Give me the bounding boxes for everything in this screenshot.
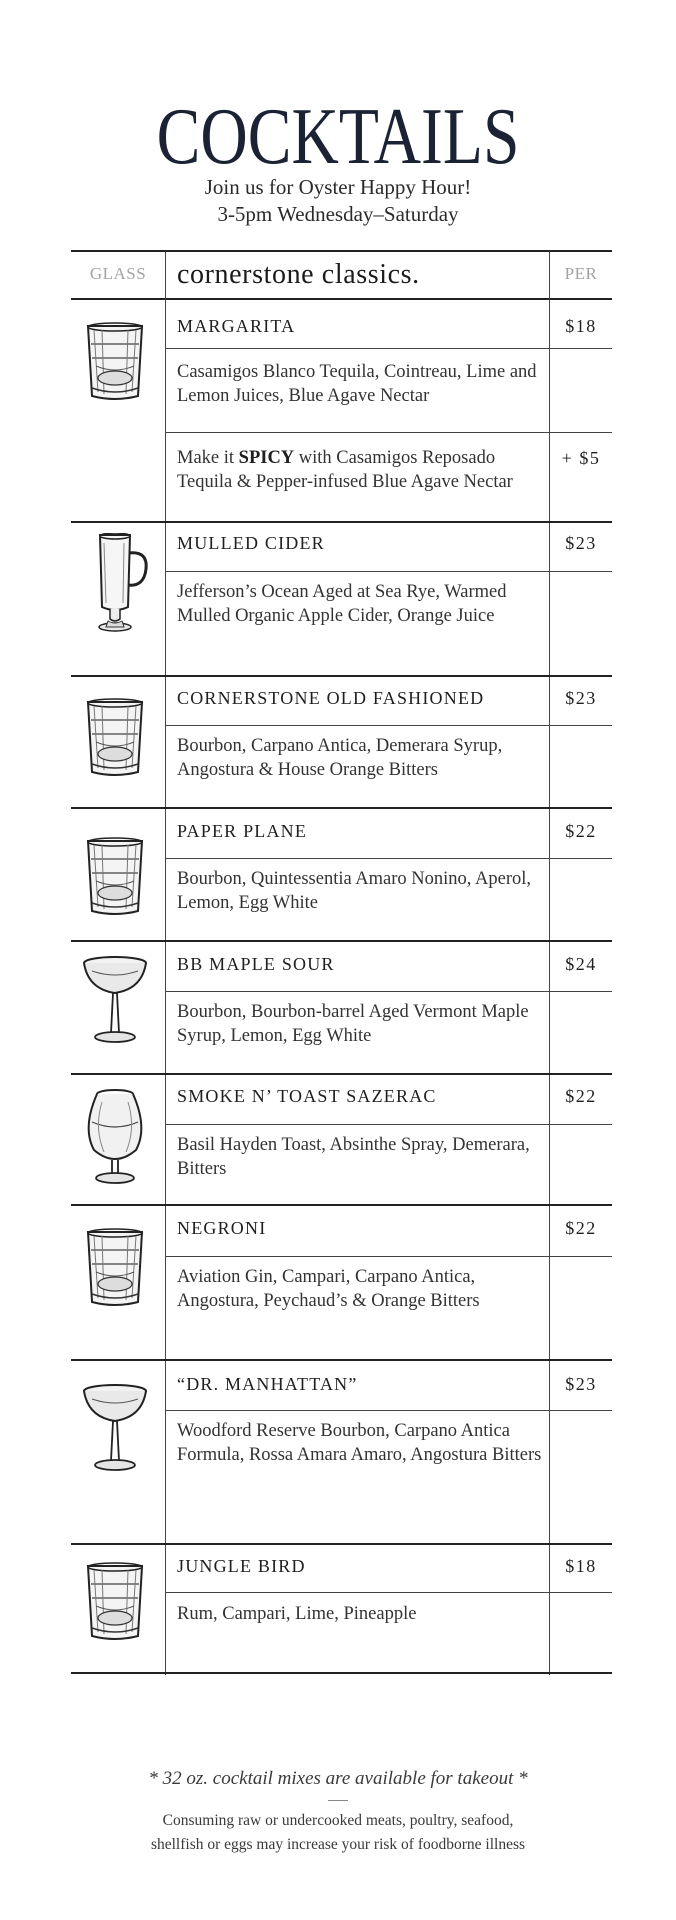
spicy-upgrade-price: + $5	[561, 448, 601, 468]
price-column-header: PER	[564, 264, 598, 283]
item-price: $18	[565, 1556, 597, 1576]
item-description: Woodford Reserve Bourbon, Carpano Antica Formula, Rossa Amara Amaro, Angostura Bitters	[177, 1421, 542, 1465]
section-title: cornerstone classics.	[177, 259, 420, 290]
item-price: $22	[565, 1218, 597, 1238]
item-price: $18	[565, 316, 597, 336]
item-name: BB MAPLE SOUR	[177, 954, 335, 974]
item-description: Bourbon, Bourbon-barrel Aged Vermont Maple Syrup, Lemon, Egg White	[177, 1002, 529, 1046]
rocks-glass-icon	[80, 698, 156, 780]
rocks-glass-icon	[80, 1562, 156, 1644]
item-price: $23	[565, 1374, 597, 1394]
item-description: Casamigos Blanco Tequila, Cointreau, Lime and Lemon Juices, Blue Agave Nectar	[177, 362, 537, 406]
item-description: Bourbon, Quintessentia Amaro Nonino, Aperol, Lemon, Egg White	[177, 869, 532, 913]
item-description: Bourbon, Carpano Antica, Demerara Syrup, Angostura & House Orange Bitters	[177, 736, 503, 780]
item-name: PAPER PLANE	[177, 821, 308, 841]
item-name: MARGARITA	[177, 316, 296, 336]
rocks-glass-icon	[80, 1228, 156, 1310]
item-name: “DR. MANHATTAN”	[177, 1374, 358, 1394]
happy-hour-line: Join us for Oyster Happy Hour!	[204, 175, 472, 199]
item-name: SMOKE N’ TOAST SAZERAC	[177, 1086, 437, 1106]
item-description: Basil Hayden Toast, Absinthe Spray, Demerara, Bitters	[177, 1135, 530, 1179]
coupe-glass-icon	[80, 1383, 156, 1473]
item-name: JUNGLE BIRD	[177, 1556, 306, 1576]
item-price: $22	[565, 1086, 597, 1106]
item-name: CORNERSTONE OLD FASHIONED	[177, 688, 485, 708]
health-warning-line1: Consuming raw or undercooked meats, poultry, seafood,	[162, 1812, 514, 1829]
item-description: Aviation Gin, Campari, Carpano Antica, Angostura, Peychaud’s & Orange Bitters	[177, 1267, 480, 1311]
item-price: $23	[565, 533, 597, 553]
item-description: Rum, Campari, Lime, Pineapple	[177, 1604, 417, 1624]
item-price: $22	[565, 821, 597, 841]
footer-divider	[328, 1800, 348, 1801]
mug-glass-icon	[80, 533, 156, 633]
page-title: COCKTAILS	[156, 93, 520, 181]
coupe-glass-icon	[80, 955, 156, 1045]
item-price: $24	[565, 954, 597, 974]
takeout-note: * 32 oz. cocktail mixes are available for takeout *	[148, 1768, 528, 1789]
item-name: NEGRONI	[177, 1218, 267, 1238]
glass-column-header: GLASS	[89, 264, 147, 283]
item-name: MULLED CIDER	[177, 533, 325, 553]
health-warning-line2: shellfish or eggs may increase your risk of foodborne illness	[150, 1836, 526, 1853]
rocks-glass-icon	[80, 322, 156, 404]
rocks-glass-icon	[80, 837, 156, 919]
happy-hour-times: 3-5pm Wednesday–Saturday	[217, 202, 459, 226]
item-description: Jefferson’s Ocean Aged at Sea Rye, Warmed Mulled Organic Apple Cider, Orange Juice	[177, 582, 507, 626]
spicy-upgrade-description: Make it SPICY with Casamigos Reposado Tequila & Pepper-infused Blue Agave Nectar	[177, 448, 513, 492]
item-price: $23	[565, 688, 597, 708]
snifter-glass-icon	[80, 1088, 156, 1186]
